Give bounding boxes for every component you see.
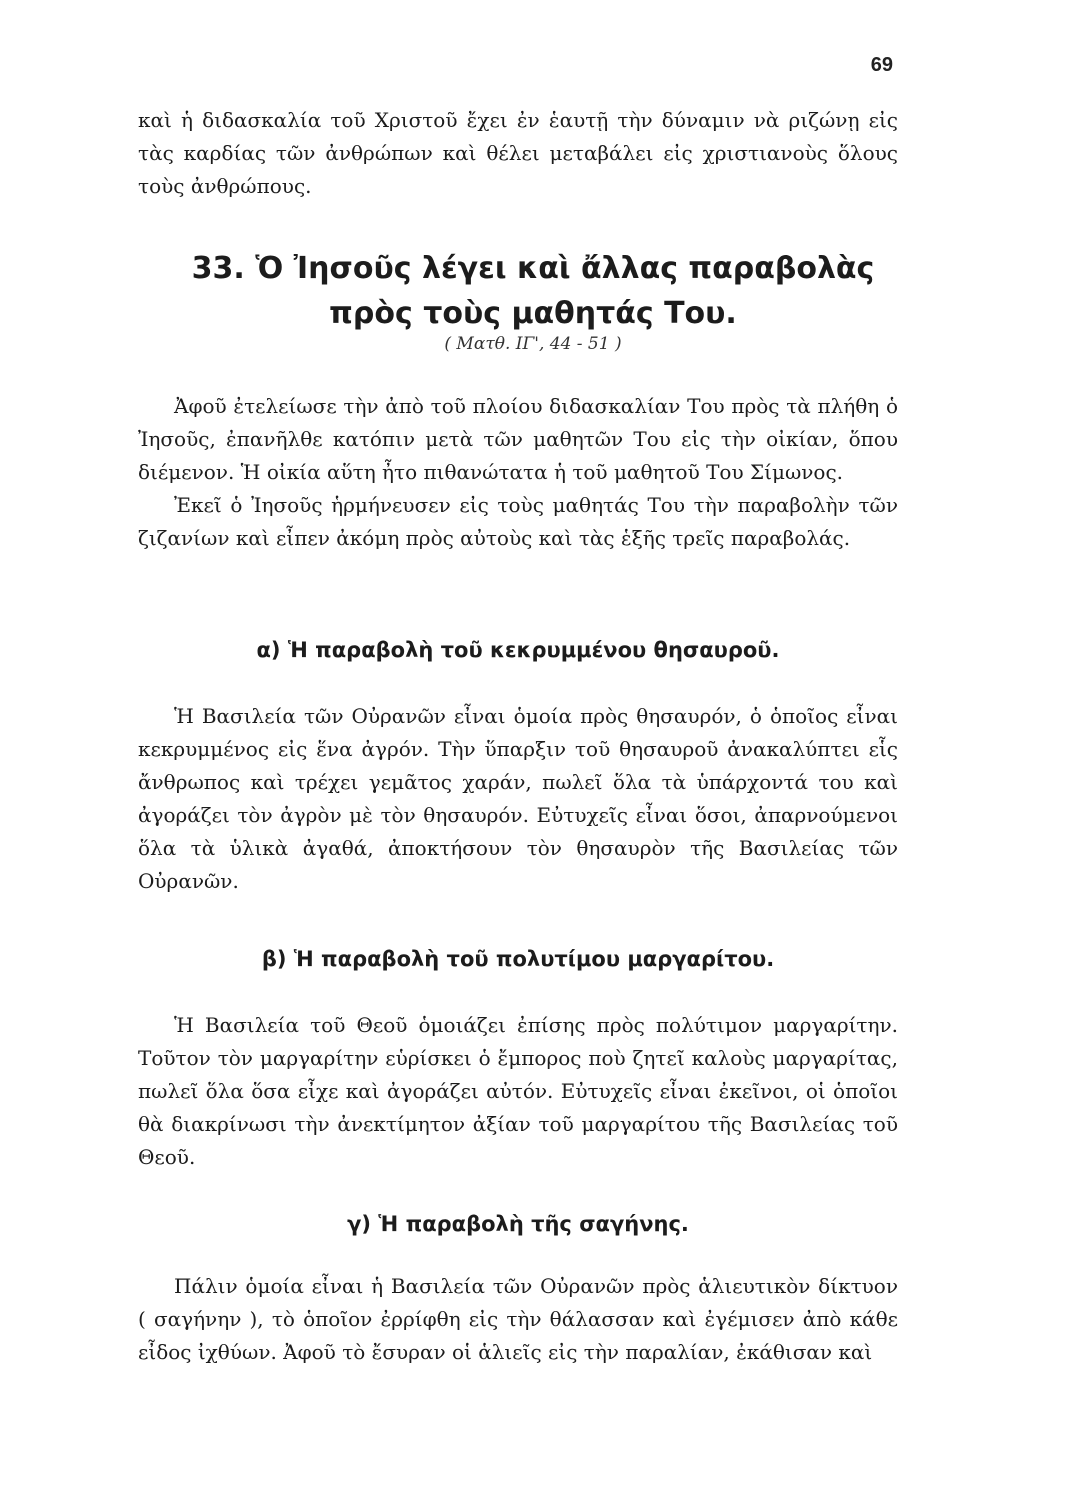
paragraph-1: Ἀφοῦ ἐτελείωσε τὴν ἀπὸ τοῦ πλοίου διδασκαλίαν Του πρὸς τὰ πλήθη ὁ Ἰησοῦς, ἐπανῆλθε κατόπιν μετὰ τῶν μαθητῶν Του εἰς τὴν οἰκίαν, ὅπου διέμενον. Ἡ οἰκία αὕτη ἦτο πιθανώτατα ἡ τοῦ μαθητοῦ Του Σίμωνος. [138,394,898,484]
section-text-alpha: Ἡ Βασιλεία τῶν Οὐρανῶν εἶναι ὁμοία πρὸς θησαυρόν, ὁ ὁποῖος εἶναι κεκρυμμένος εἰς ἕνα ἀγρόν. Τὴν ὕπαρξιν τοῦ θησαυροῦ ἀνακαλύπτει εἷς ἄνθρωπος καὶ τρέχει γεμᾶτος χαράν, πωλεῖ ὅλα τὰ ὑπάρχοντά του καὶ ἀγοράζει τὸν ἀγρὸν μὲ τὸν θησαυρόν. Εὐτυχεῖς εἶναι ὅσοι, ἀπαρνούμενοι ὅλα τὰ ὑλικὰ ἀγαθά, ἀποκτήσουν τὸν θησαυρὸν τῆς Βασιλείας τῶν Οὐρανῶν. [138,704,898,893]
section-text-gamma: Πάλιν ὁμοία εἶναι ἡ Βασιλεία τῶν Οὐρανῶν πρὸς ἁλιευτικὸν δίκτυον ( σαγήνην ), τὸ ὁποῖον ἐρρίφθη εἰς τὴν θάλασσαν καὶ ἐγέμισεν ἀπὸ κάθε εἶδος ἰχθύων. Ἀφοῦ τὸ ἔσυραν οἱ ἁλιεῖς εἰς τὴν παραλίαν, ἐκάθισαν καὶ [138,1274,898,1364]
section-heading-alpha: α) Ἡ παραβολὴ τοῦ κεκρυμμένου θησαυροῦ. [256,638,780,662]
paragraph-2: Ἐκεῖ ὁ Ἰησοῦς ἡρμήνευσεν εἰς τοὺς μαθητάς Του τὴν παραβολὴν τῶν ζιζανίων καὶ εἶπεν ἀκόμη πρὸς αὐτοὺς καὶ τὰς ἑξῆς τρεῖς παραβολάς. [138,493,898,550]
intro-paragraph: καὶ ἡ διδασκαλία τοῦ Χριστοῦ ἔχει ἐν ἑαυτῇ τὴν δύναμιν νὰ ριζώνῃ εἰς τὰς καρδίας τῶν ἀνθρώπων καὶ θέλει μεταβάλει εἰς χριστιανοὺς ὅλους τοὺς ἀνθρώπους. [138,108,898,198]
section-text-beta: Ἡ Βασιλεία τοῦ Θεοῦ ὁμοιάζει ἐπίσης πρὸς πολύτιμον μαργαρίτην. Τοῦτον τὸν μαργαρίτην εὑρίσκει ὁ ἔμπορος ποὺ ζητεῖ καλοὺς μαργαρίτας, πωλεῖ ὅλα ὅσα εἶχε καὶ ἀγοράζει αὐτόν. Εὐτυχεῖς εἶναι ἐκεῖνοι, οἱ ὁποῖοι θὰ διακρίνωσι τὴν ἀνεκτίμητον ἀξίαν τοῦ μαργαρίτου τῆς Βασιλείας τοῦ Θεοῦ. [138,1013,898,1169]
section-heading-gamma: γ) Ἡ παραβολὴ τῆς σαγήνης. [347,1212,689,1236]
page-number: 69 [870,54,893,76]
chapter-title-line-1: 33. Ὁ Ἰησοῦς λέγει καὶ ἄλλας παραβολὰς [191,251,875,286]
scripture-citation: ( Ματθ. ΙΓ', 44 - 51 ) [444,334,622,354]
section-heading-beta: β) Ἡ παραβολὴ τοῦ πολυτίμου μαργαρίτου. [261,947,775,971]
chapter-title-line-2: πρὸς τοὺς μαθητάς Του. [329,296,737,331]
